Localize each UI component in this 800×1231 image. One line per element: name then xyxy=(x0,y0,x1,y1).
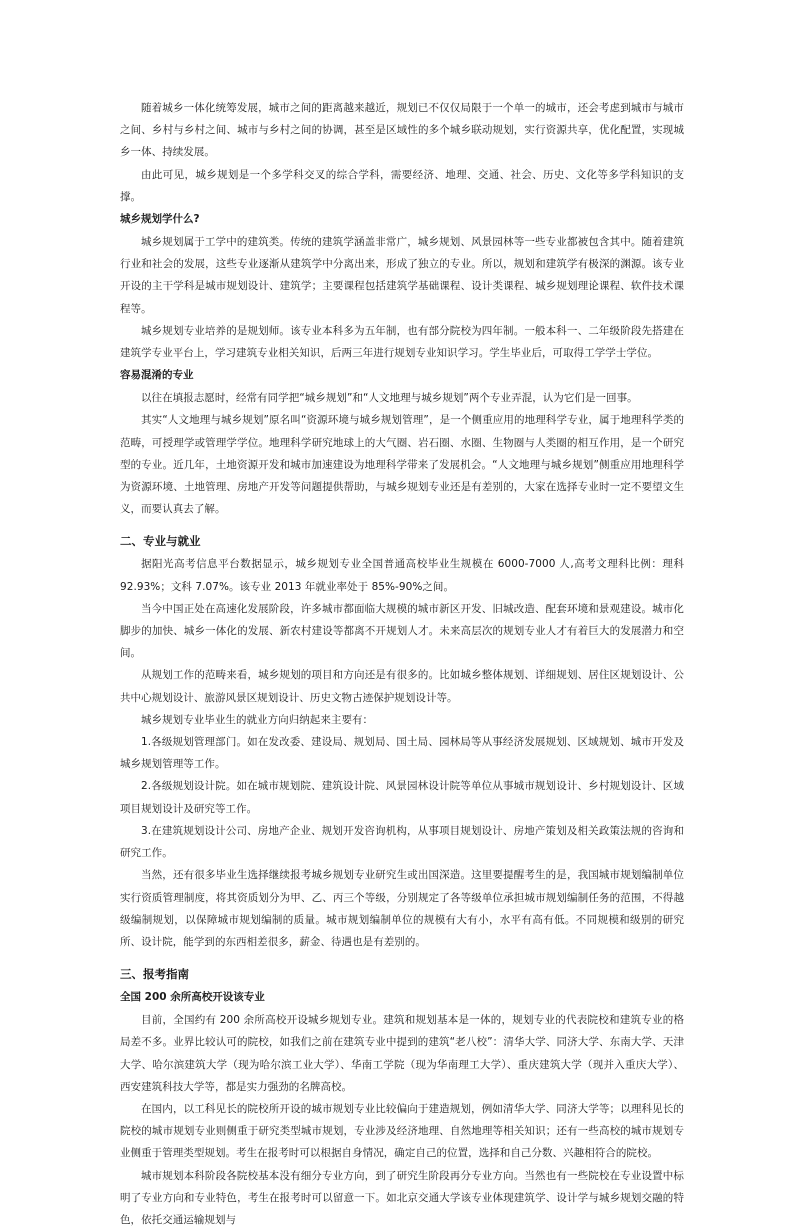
employment-paragraph-2: 当今中国正处在高速化发展阶段，许多城市都面临大规模的城市新区开发、旧城改造、配套环境和景观建设。城市化脚步的加快、城乡一体化的发展、新农村建设等都离不开规划人才。未来高层次的规划专业人才有着巨大的发展潜力和空间。 xyxy=(120,602,684,660)
section-heading-what-to-learn: 城乡规划学什么? xyxy=(120,213,200,226)
what-to-learn-paragraph-2: 城乡规划专业培养的是规划师。该专业本科多为五年制，也有部分院校为四年制。一般本科一、二年级阶段先搭建在建筑学专业平台上，学习建筑专业相关知识，后两三年进行规划专业知识学习。学生毕业后，可取得工学学士学位。 xyxy=(120,324,684,360)
employment-list-item-1: 1.各级规划管理部门。如在发改委、建设局、规划局、国土局、园林局等从事经济发展规划、区域规划、城市开发及城乡规划管理等工作。 xyxy=(120,736,684,771)
section-heading-confusing-majors: 容易混淆的专业 xyxy=(120,369,194,382)
confusing-majors-paragraph-2: 其实“人文地理与城乡规划”原名叫“资源环境与城乡规划管理”，是一个侧重应用的地理科学专业，属于地理科学类的范畴，可授理学或管理学学位。地理科学研究地球上的大气圈、岩石圈、水圈、生物圈与人类圈的相互作用，是一个研究型的专业。近几年，土地资源开发和城市加速建设为地理科学带来了发展机会。“人文地理与城乡规划”侧重应用地理科学为资源环境、土地管理、房地产开发等问题提供帮助，与城乡规划专业还是有差别的，大家在选择专业时一定不要望文生义，而要认真去了解。 xyxy=(120,414,684,516)
employment-list-item-2: 2.各级规划设计院。如在城市规划院、建筑设计院、风景园林设计院等单位从事城市规划设计、乡村规划设计、区域项目规划设计及研究等工作。 xyxy=(120,780,684,815)
employment-paragraph-4: 城乡规划专业毕业生的就业方向归纳起来主要有： xyxy=(141,713,374,726)
guide-paragraph-1: 目前，全国约有 200 余所高校开设城乡规划专业。建筑和规划基本是一体的，规划专业的代表院校和建筑专业的格局差不多。业界比较认可的院校，如我们之前在建筑专业中提到的建筑“老八校”：清华大学、同济大学、东南大学、天津大学、哈尔滨建筑大学（现为哈尔滨工业大学）、华南工学院（现为华南理工大学）、重庆建筑大学（现并入重庆大学）、西安建筑科技大学等，都是实力强劲的名牌高校。 xyxy=(120,1014,684,1093)
what-to-learn-paragraph-1: 城乡规划属于工学中的建筑类。传统的建筑学涵盖非常广，城乡规划、风景园林等一些专业都被包含其中。随着建筑行业和社会的发展，这些专业逐渐从建筑学中分离出来，形成了独立的专业。所以，规划和建筑学有极深的渊源。该专业开设的主干学科是城市规划设计、建筑学；主要课程包括建筑学基础课程、设计类课程、城乡规划理论课程、软件技术课程等。 xyxy=(120,236,684,315)
section-heading-employment: 二、专业与就业 xyxy=(120,534,201,549)
intro-paragraph-1: 随着城乡一体化统筹发展，城市之间的距离越来越近，规划已不仅仅局限于一个单一的城市，还会考虑到城市与城市之间、乡村与乡村之间、城市与乡村之间的协调，甚至是区域性的多个城乡联动规划，实行资源共享，优化配置，实现城乡一体、持续发展。 xyxy=(120,102,684,159)
guide-paragraph-3: 城市规划本科阶段各院校基本没有细分专业方向，到了研究生阶段再分专业方向。当然也有一些院校在专业设置中标明了专业方向和专业特色，考生在报考时可以留意一下。如北京交通大学该专业体现建筑学、设计学与城乡规划交融的特色，依托交通运输规划与 xyxy=(120,1169,684,1226)
employment-paragraph-1: 据阳光高考信息平台数据显示，城乡规划专业全国普通高校毕业生规模在 6000-7000 人,高考文理科比例：理科 92.93%；文科 7.07%。该专业 2013 年就业率处于 85%-90%之间。 xyxy=(120,558,684,593)
employment-paragraph-5: 当然，还有很多毕业生选择继续报考城乡规划专业研究生或出国深造。这里要提醒考生的是，我国城市规划编制单位实行资质管理制度，将其资质划分为甲、乙、丙三个等级，分别规定了各等级单位承担城市规划编制任务的范围，不得越级编制规划，以保障城市规划编制的质量。城市规划编制单位的规模有大有小，水平有高有低。不同规模和级别的研究所、设计院，能学到的东西相差很多，薪金、待遇也是有差别的。 xyxy=(120,869,684,948)
subheading-universities: 全国 200 余所高校开设该专业 xyxy=(120,991,265,1004)
confusing-majors-paragraph-1: 以往在填报志愿时，经常有同学把“城乡规划”和“人文地理与城乡规划”两个专业弄混，认为它们是一回事。 xyxy=(141,392,638,405)
employment-paragraph-3: 从规划工作的范畴来看，城乡规划的项目和方向还是有很多的。比如城乡整体规划、详细规划、居住区规划设计、公共中心规划设计、旅游风景区规划设计、历史文物古迹保护规划设计等。 xyxy=(120,669,684,704)
intro-paragraph-2: 由此可见，城乡规划是一个多学科交叉的综合学科，需要经济、地理、交通、社会、历史、文化等多学科知识的支撑。 xyxy=(120,168,684,203)
guide-paragraph-2: 在国内，以工科见长的院校所开设的城市规划专业比较偏向于建造规划，例如清华大学、同济大学等；以理科见长的院校的城市规划专业则侧重于研究类型城市规划，专业涉及经济地理、自然地理等相关知识；还有一些高校的城市规划专业侧重于管理类型规划。考生在报考时可以根据自身情况，确定自己的位置，选择和自己分数、兴趣相符合的院校。 xyxy=(120,1102,684,1160)
employment-list-item-3: 3.在建筑规划设计公司、房地产企业、规划开发咨询机构，从事项目规划设计、房地产策划及相关政策法规的咨询和研究工作。 xyxy=(120,824,684,860)
section-heading-application-guide: 三、报考指南 xyxy=(120,967,189,982)
